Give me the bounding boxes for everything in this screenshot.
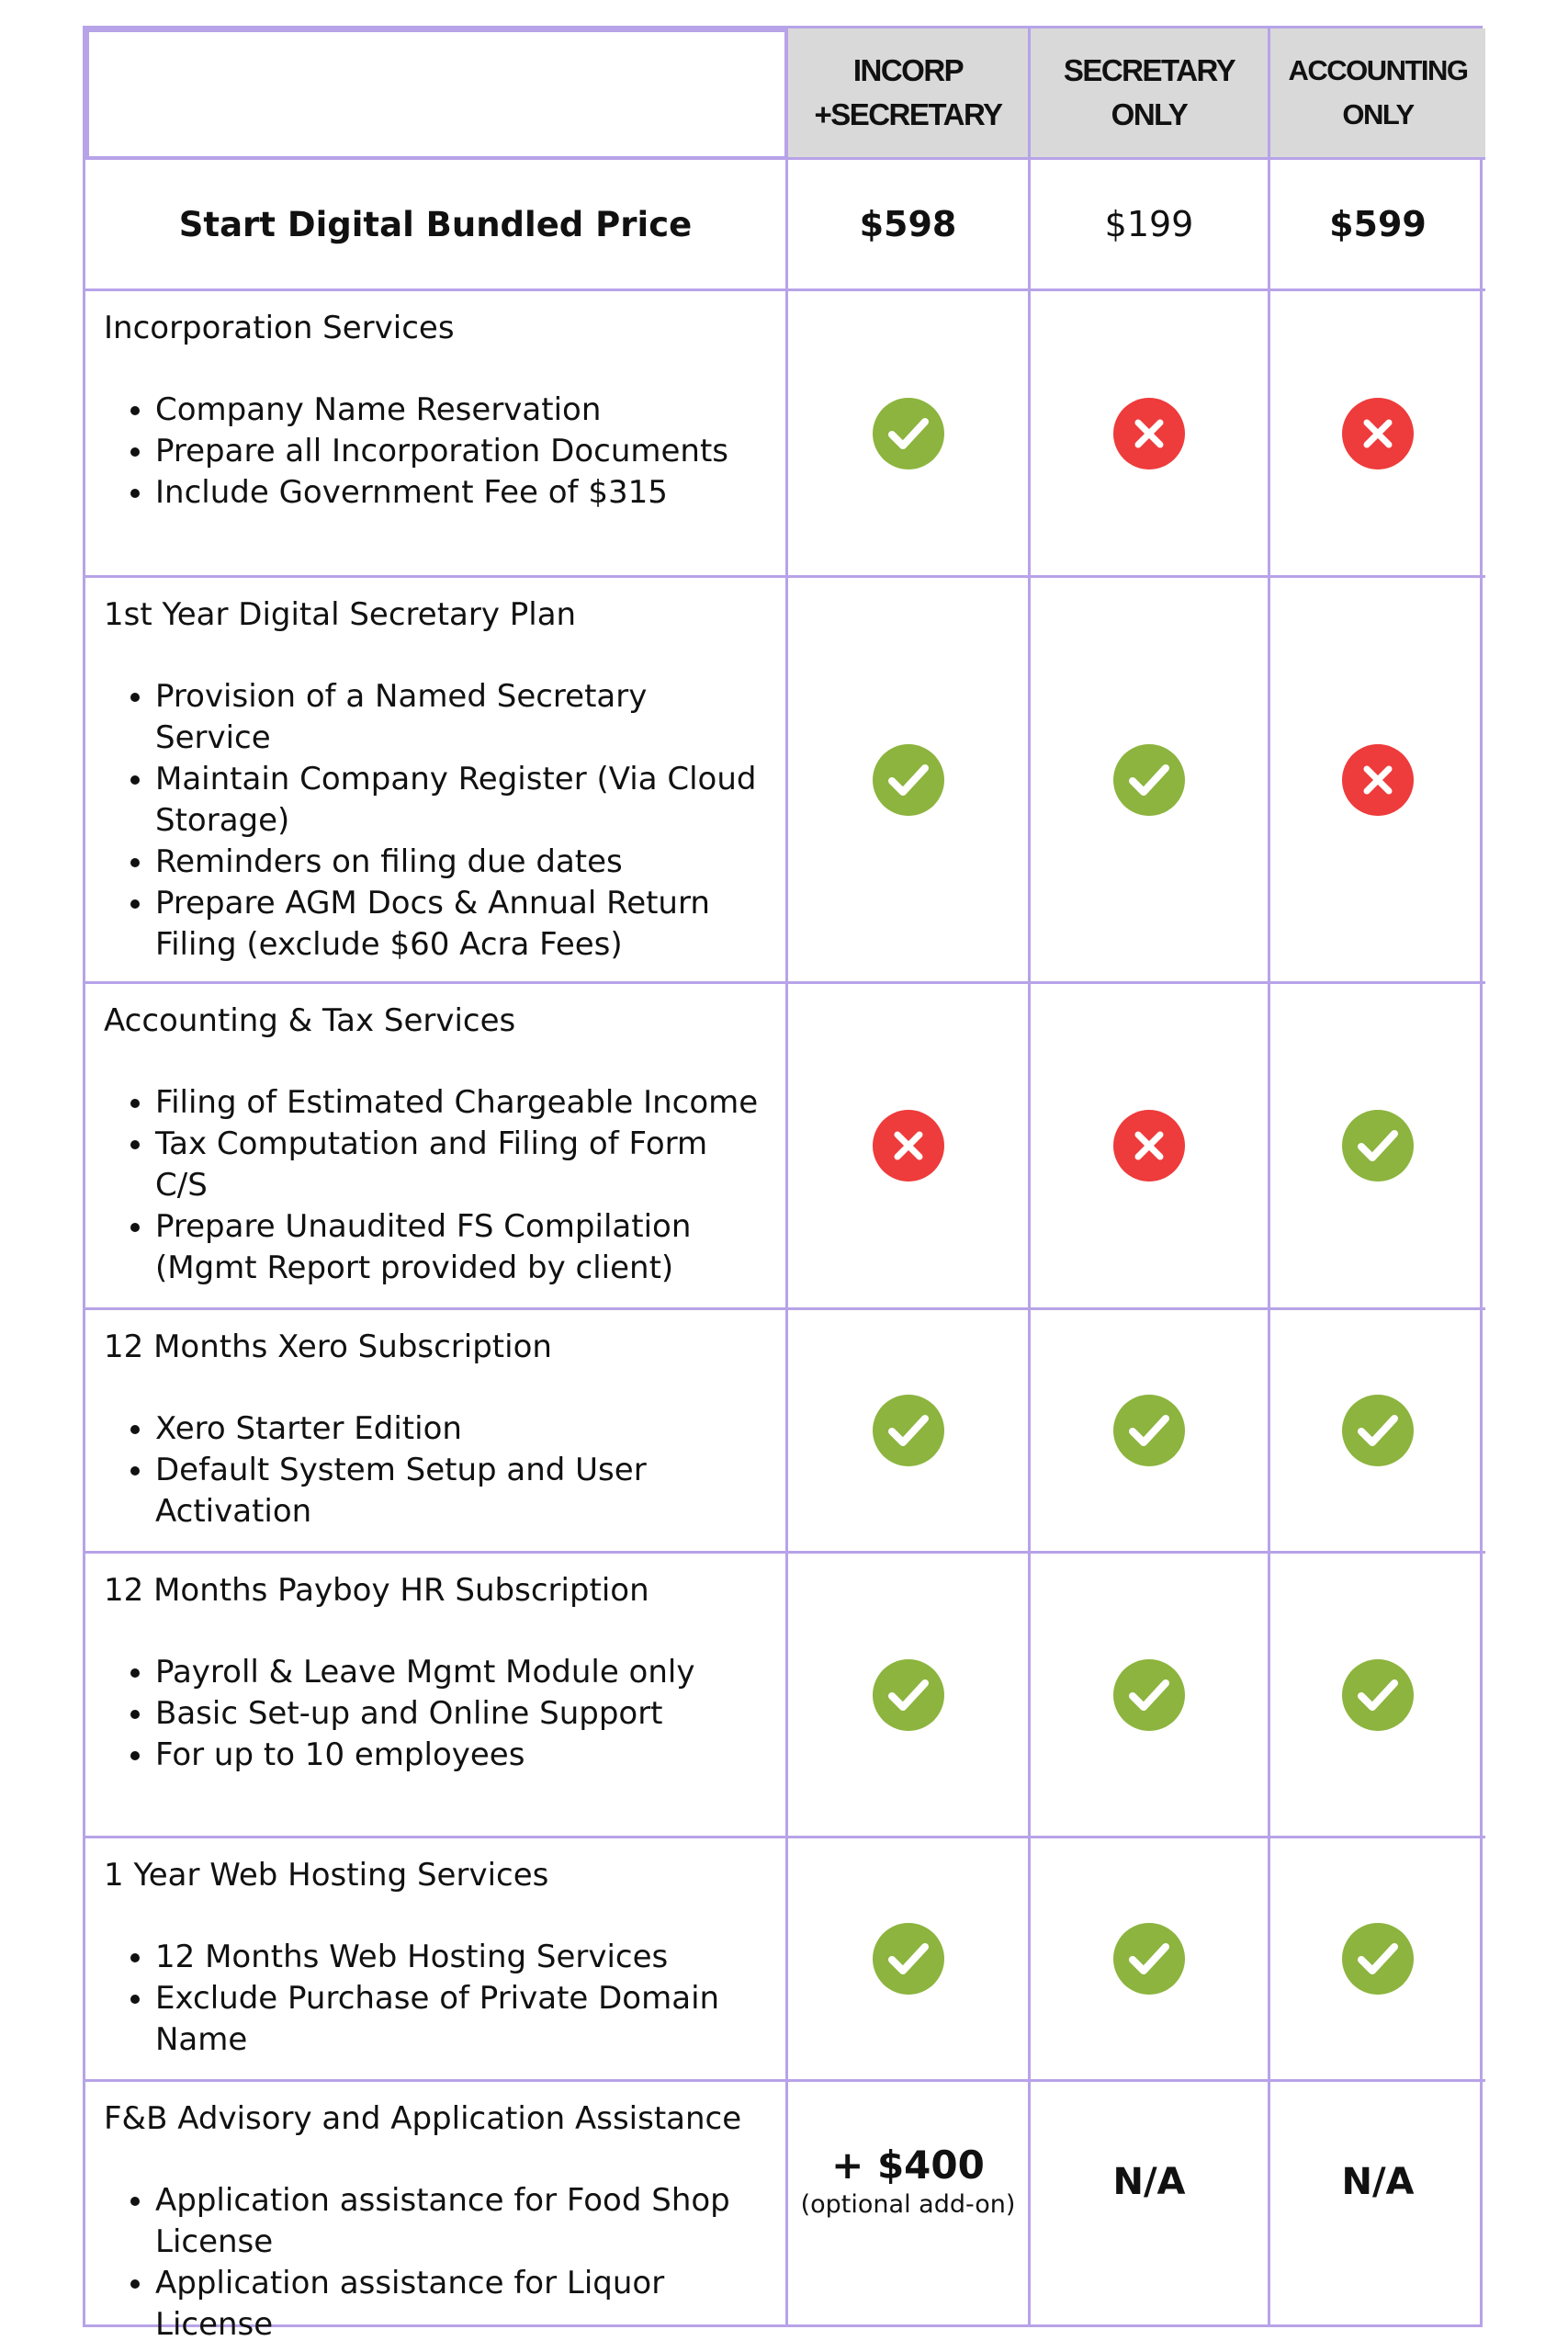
feature-list-item: • Application assistance for Food Shop License	[155, 2180, 769, 2263]
column-header-incorp-secretary	[788, 28, 1031, 160]
feature-list-item: • Xero Starter Edition	[155, 1408, 769, 1450]
feature-title: Accounting & Tax Services	[104, 1002, 516, 1039]
cross-icon	[1342, 744, 1414, 816]
feature-title: F&B Advisory and Application Assistance	[104, 2100, 742, 2137]
feature-list-item: • Payroll & Leave Mgmt Module only	[155, 1652, 769, 1693]
feature-cell	[85, 1838, 788, 2082]
feature-list-item: • Company Name Reservation	[155, 390, 769, 431]
check-icon	[1342, 1923, 1414, 1995]
feature-list	[104, 2180, 769, 2346]
feature-cell	[85, 1554, 788, 1838]
feature-list-item: • Application assistance for Liquor License	[155, 2263, 769, 2346]
status-cell	[1270, 1838, 1485, 2082]
status-cell	[1270, 984, 1485, 1310]
feature-cell	[85, 1310, 788, 1554]
feature-list-item: • Exclude Purchase of Private Domain Name	[155, 1978, 769, 2061]
check-icon	[1113, 744, 1185, 816]
status-cell	[1031, 1838, 1270, 2082]
feature-list-item: • Tax Computation and Filing of Form C/S	[155, 1124, 769, 1206]
feature-list	[104, 676, 769, 966]
check-icon	[873, 1659, 944, 1731]
feature-title: 12 Months Payboy HR Subscription	[104, 1572, 649, 1609]
status-cell	[788, 291, 1031, 578]
not-applicable-cell: N/A	[1031, 2082, 1270, 2324]
price-incorp-secretary: $598	[788, 160, 1031, 291]
addon-note: (optional add-on)	[800, 2190, 1016, 2219]
check-icon	[1113, 1395, 1185, 1466]
feature-list-item: • Prepare all Incorporation Documents	[155, 431, 769, 472]
feature-cell	[85, 291, 788, 578]
empty-corner-cell	[85, 28, 788, 160]
feature-list	[104, 390, 769, 514]
status-cell	[1031, 984, 1270, 1310]
status-cell	[1031, 291, 1270, 578]
feature-list-item: • Prepare Unaudited FS Compilation (Mgmt Report provided by client)	[155, 1206, 769, 1289]
check-icon	[873, 1395, 944, 1466]
feature-list-item: • For up to 10 employees	[155, 1735, 769, 1776]
pricing-comparison-table	[83, 26, 1483, 2343]
feature-list-item: • Default System Setup and User Activation	[155, 1450, 769, 1532]
addon-price-cell	[788, 2082, 1031, 2324]
column-header-line: +SECRETARY	[814, 97, 1002, 131]
feature-title: Incorporation Services	[104, 310, 455, 346]
feature-list-item: • Basic Set-up and Online Support	[155, 1693, 769, 1735]
feature-list-item: • Include Government Fee of $315	[155, 472, 769, 514]
cross-icon	[1342, 398, 1414, 469]
status-cell	[1270, 291, 1485, 578]
check-icon	[1113, 1659, 1185, 1731]
feature-list	[104, 1937, 769, 2061]
addon-price: + $400	[831, 2143, 985, 2188]
column-header-line: ONLY	[1342, 98, 1414, 130]
column-header-line: SECRETARY	[1063, 53, 1235, 87]
status-cell	[1270, 1310, 1485, 1554]
feature-title: 1st Year Digital Secretary Plan	[104, 596, 577, 633]
check-icon	[873, 744, 944, 816]
feature-list	[104, 1408, 769, 1532]
status-cell	[788, 1554, 1031, 1838]
not-applicable-cell: N/A	[1341, 2161, 1415, 2203]
check-icon	[873, 1923, 944, 1995]
status-cell	[788, 1310, 1031, 1554]
price-accounting-only: $599	[1270, 160, 1485, 291]
status-cell	[1270, 1554, 1485, 1838]
feature-cell	[85, 984, 788, 1310]
cross-icon	[873, 1110, 944, 1182]
feature-list-item: • Maintain Company Register (Via Cloud Storage)	[155, 759, 769, 842]
column-header-line: ACCOUNTING	[1288, 54, 1468, 86]
feature-list-item: • Reminders on filing due dates	[155, 842, 769, 883]
status-cell	[788, 578, 1031, 984]
feature-list-item: • Filing of Estimated Chargeable Income	[155, 1082, 769, 1124]
check-icon	[1342, 1395, 1414, 1466]
check-icon	[1342, 1659, 1414, 1731]
price-secretary-only: $199	[1031, 160, 1270, 291]
check-icon	[873, 398, 944, 469]
status-cell	[1031, 1554, 1270, 1838]
feature-list-item: • 12 Months Web Hosting Services	[155, 1937, 769, 1978]
check-icon	[1342, 1110, 1414, 1182]
feature-title: 12 Months Xero Subscription	[104, 1329, 552, 1365]
feature-list	[104, 1652, 769, 1776]
status-cell	[1270, 578, 1485, 984]
check-icon	[1113, 1923, 1185, 1995]
status-cell	[788, 1838, 1031, 2082]
status-cell	[1031, 1310, 1270, 1554]
column-header-secretary-only	[1031, 28, 1270, 160]
feature-cell	[85, 2082, 788, 2343]
column-header-accounting-only	[1270, 28, 1485, 160]
status-cell	[1031, 578, 1270, 984]
cross-icon	[1113, 398, 1185, 469]
cross-icon	[1113, 1110, 1185, 1182]
feature-cell	[85, 578, 788, 984]
status-cell	[788, 984, 1031, 1310]
feature-list-item: • Prepare AGM Docs & Annual Return Filing (exclude $60 Acra Fees)	[155, 883, 769, 966]
column-header-line: INCORP	[852, 53, 964, 87]
feature-list-item: • Provision of a Named Secretary Service	[155, 676, 769, 759]
feature-list	[104, 1082, 769, 1289]
column-header-line: ONLY	[1111, 97, 1188, 131]
price-row-label: Start Digital Bundled Price	[85, 160, 788, 291]
feature-title: 1 Year Web Hosting Services	[104, 1857, 549, 1894]
